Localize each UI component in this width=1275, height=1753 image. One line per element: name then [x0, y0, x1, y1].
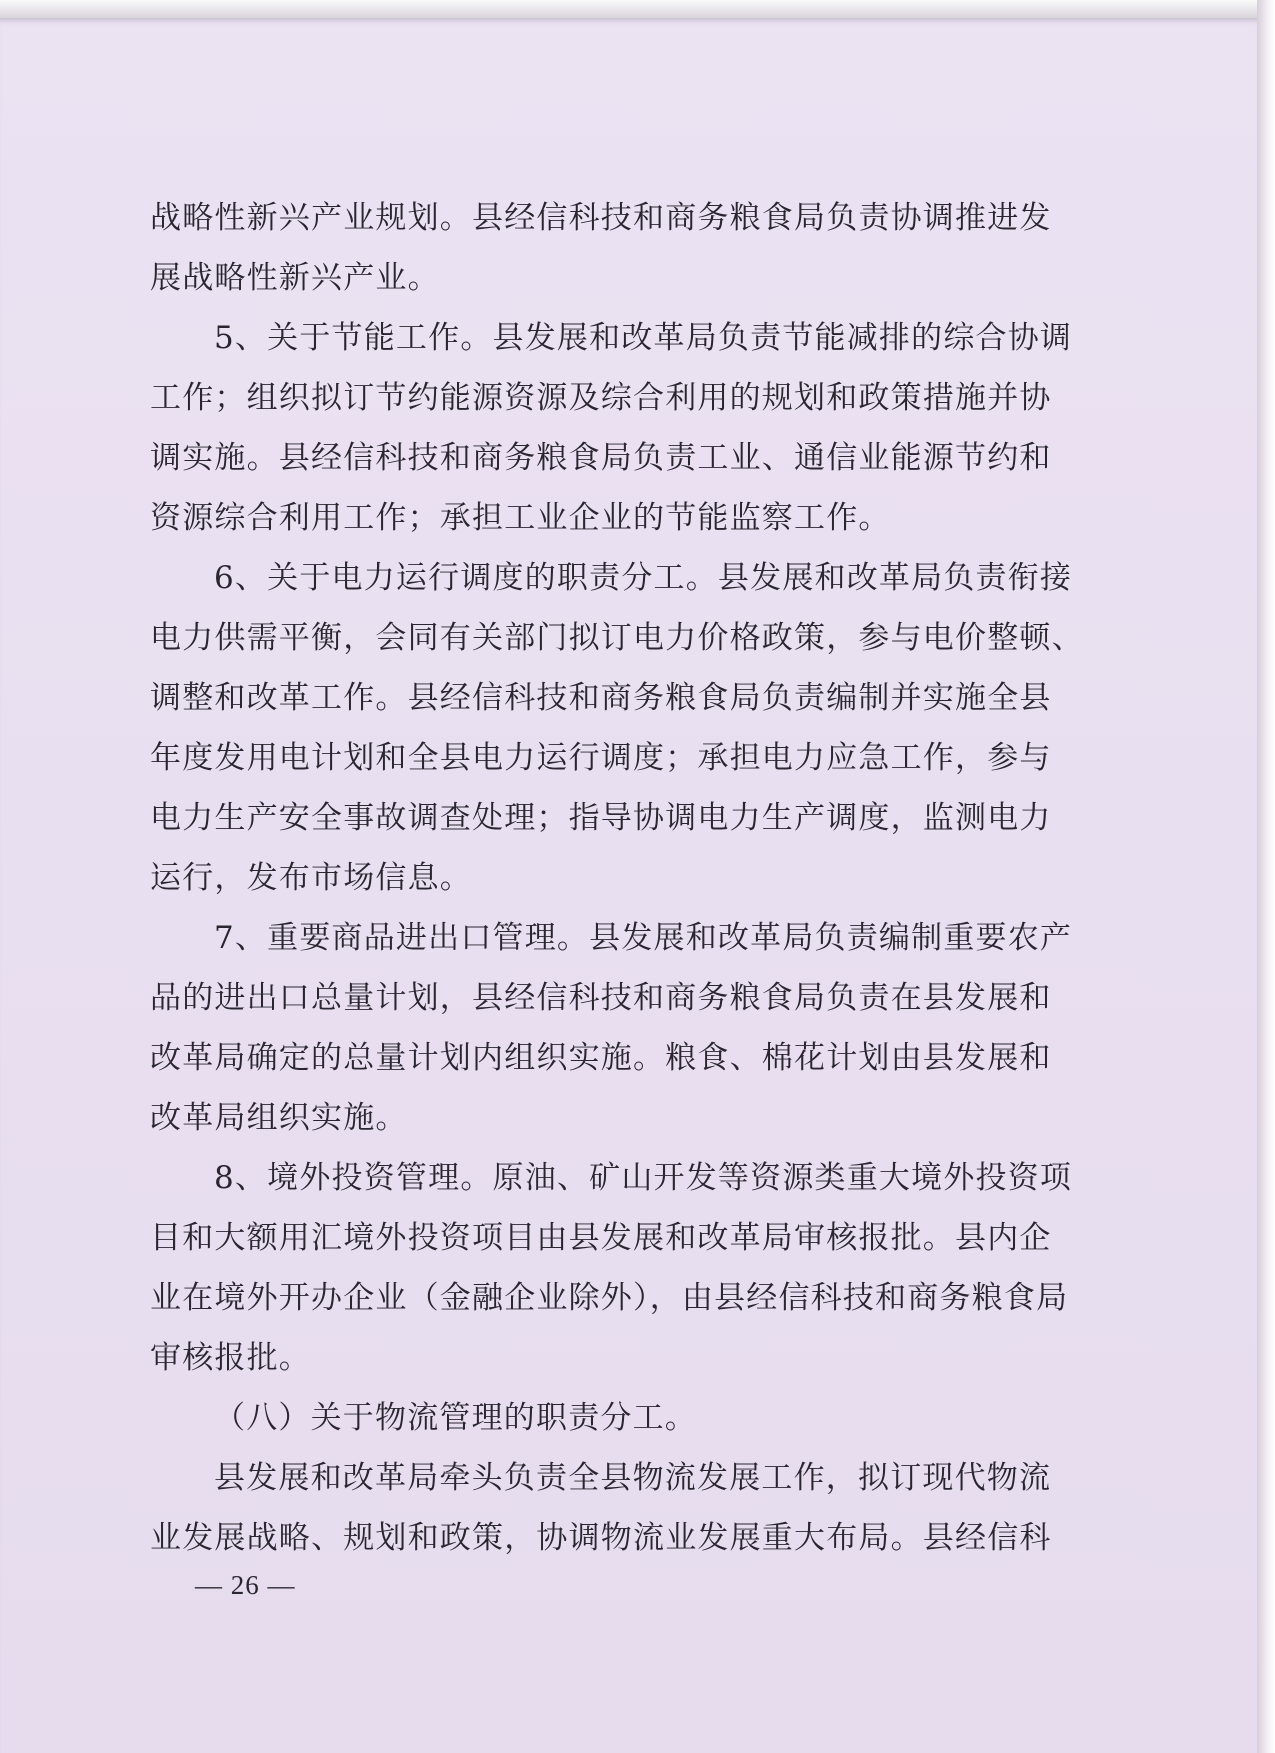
paragraph-start-line: 8、境外投资管理。原油、矿山开发等资源类重大境外投资项: [214, 1160, 1073, 1196]
paragraph-start-line: 7、重要商品进出口管理。县发展和改革局负责编制重要农产: [214, 920, 1073, 956]
text-line: 调整和改革工作。县经信科技和商务粮食局负责编制并实施全县: [150, 680, 1052, 716]
text-line: 年度发用电计划和全县电力运行调度；承担电力应急工作，参与: [150, 740, 1052, 776]
text-line: 业在境外开办企业（金融企业除外），由县经信科技和商务粮食局: [150, 1280, 1069, 1316]
document-body: [150, 188, 1120, 1568]
paragraph-start-line: 6、关于电力运行调度的职责分工。县发展和改革局负责衔接: [214, 560, 1073, 596]
section-heading: （八）关于物流管理的职责分工。: [214, 1400, 697, 1436]
text-line: 品的进出口总量计划，县经信科技和商务粮食局负责在县发展和: [150, 980, 1052, 1016]
text-line: 运行，发布市场信息。: [150, 860, 472, 896]
text-line: 战略性新兴产业规划。县经信科技和商务粮食局负责协调推进发: [150, 200, 1052, 236]
text-line: 审核报批。: [150, 1340, 311, 1376]
text-line: 工作；组织拟订节约能源资源及综合利用的规划和政策措施并协: [150, 380, 1052, 416]
text-line: 业发展战略、规划和政策，协调物流业发展重大布局。县经信科: [150, 1520, 1052, 1556]
text-line: 目和大额用汇境外投资项目由县发展和改革局审核报批。县内企: [150, 1220, 1052, 1256]
text-line: 电力供需平衡，会同有关部门拟订电力价格政策，参与电价整顿、: [150, 620, 1084, 656]
text-line: 电力生产安全事故调查处理；指导协调电力生产调度，监测电力: [150, 800, 1052, 836]
paragraph-start-line: 5、关于节能工作。县发展和改革局负责节能减排的综合协调: [214, 320, 1073, 356]
text-line: 资源综合利用工作；承担工业企业的节能监察工作。: [150, 500, 891, 536]
text-line: 调实施。县经信科技和商务粮食局负责工业、通信业能源节约和: [150, 440, 1052, 476]
text-line: 改革局确定的总量计划内组织实施。粮食、棉花计划由县发展和: [150, 1040, 1052, 1076]
scan-top-margin: [0, 0, 1275, 18]
text-line: 改革局组织实施。: [150, 1100, 408, 1136]
paragraph-start-line: 县发展和改革局牵头负责全县物流发展工作，拟订现代物流: [214, 1460, 1052, 1496]
scan-right-edge: [1257, 0, 1275, 1753]
text-line: 展战略性新兴产业。: [150, 260, 440, 296]
page-number: — 26 —: [195, 1570, 296, 1600]
